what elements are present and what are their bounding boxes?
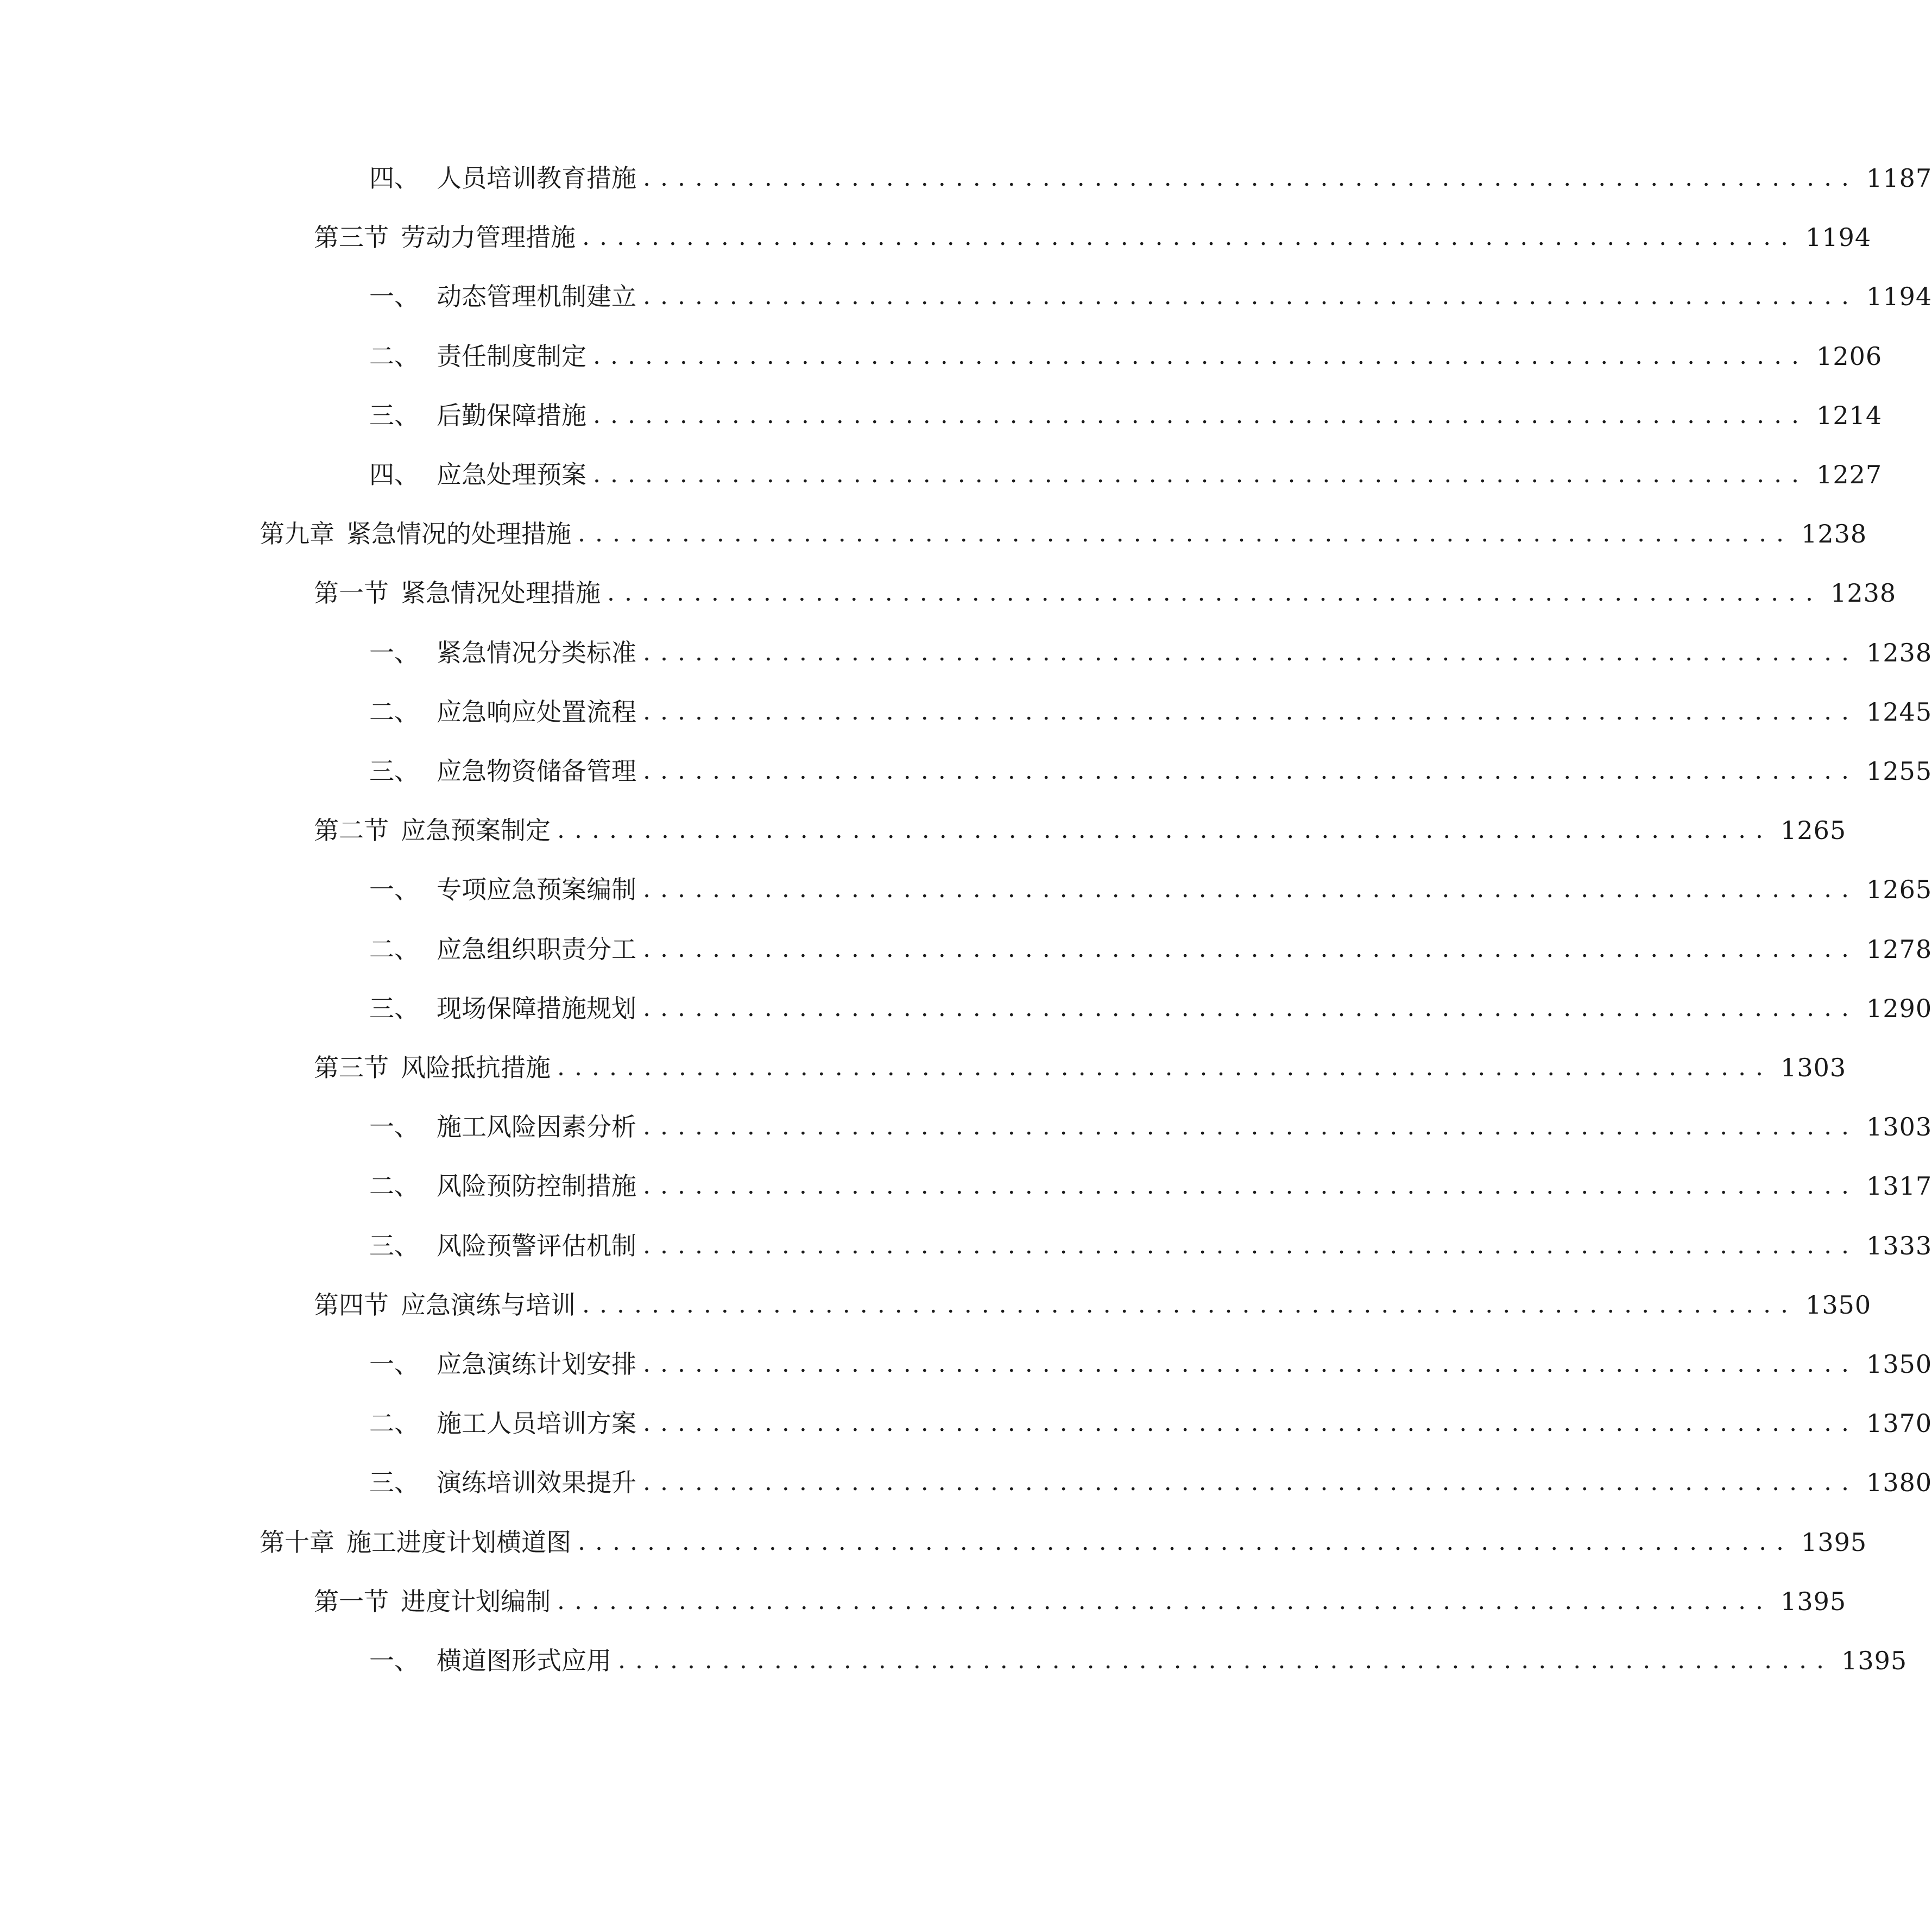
toc-page-number: 1350 [1805, 1290, 1872, 1320]
toc-entry[interactable] [0, 1402, 1932, 1445]
toc-entry-number: 二、 [369, 1409, 419, 1438]
toc-entry-number: 三、 [369, 756, 419, 786]
toc-dot-leader: ...................................................................... [643, 994, 1859, 1022]
toc-label [314, 1283, 576, 1327]
toc-entry[interactable] [0, 987, 1932, 1030]
toc-entry[interactable] [0, 1342, 1932, 1386]
toc-entry[interactable] [0, 1164, 1932, 1208]
toc-entry[interactable] [0, 809, 1847, 852]
toc-entry[interactable] [0, 1105, 1932, 1149]
toc-label [369, 987, 636, 1030]
toc-entry-title: 紧急情况的处理措施 [346, 519, 571, 548]
toc-entry-number: 二、 [369, 1171, 419, 1201]
toc-dot-leader: ...................................................................... [557, 1587, 1773, 1615]
toc-page-number: 1303 [1781, 1053, 1847, 1082]
toc-page-number: 1395 [1801, 1528, 1867, 1557]
toc-label [369, 1105, 636, 1149]
toc-entry-title: 动态管理机制建立 [437, 282, 636, 311]
toc-entry[interactable] [0, 1639, 1908, 1682]
toc-label [369, 275, 636, 318]
toc-entry-number: 一、 [369, 282, 419, 311]
toc-dot-leader: ...................................................................... [582, 1291, 1798, 1319]
toc-page-number: 1278 [1866, 935, 1932, 964]
toc-entry-title: 应急处理预案 [437, 460, 586, 489]
toc-page-number: 1350 [1866, 1349, 1932, 1379]
toc-entry[interactable] [0, 216, 1872, 259]
toc-page-number: 1303 [1866, 1112, 1932, 1141]
toc-entry[interactable] [0, 749, 1932, 793]
toc-entry-title: 进度计划编制 [401, 1587, 551, 1616]
toc-label [369, 631, 636, 674]
toc-entry[interactable] [0, 453, 1883, 496]
toc-entry-number: 四、 [369, 163, 419, 193]
toc-entry[interactable] [0, 928, 1932, 971]
toc-page-number: 1333 [1866, 1231, 1932, 1260]
toc-entry[interactable] [0, 1046, 1847, 1089]
toc-entry-number: 第四节 [314, 1290, 389, 1320]
toc-entry[interactable] [0, 1521, 1867, 1564]
toc-dot-leader: ...................................................................... [578, 1528, 1794, 1556]
toc-entry[interactable] [0, 1283, 1872, 1327]
toc-page-number: 1370 [1866, 1409, 1932, 1438]
toc-page-number: 1238 [1801, 519, 1867, 548]
toc-entry-title: 风险预警评估机制 [437, 1231, 636, 1260]
toc-entry-number: 三、 [369, 1231, 419, 1260]
toc-entry-number: 二、 [369, 697, 419, 727]
toc-entry-title: 责任制度制定 [437, 342, 586, 371]
toc-dot-leader: ...................................................................... [643, 1232, 1859, 1259]
toc-page-number: 1214 [1816, 401, 1883, 430]
toc-label [314, 1046, 551, 1089]
toc-dot-leader: ...................................................................... [618, 1647, 1834, 1674]
toc-page-number: 1395 [1781, 1587, 1847, 1616]
toc-entry-title: 后勤保障措施 [437, 401, 586, 430]
toc-entry-number: 三、 [369, 994, 419, 1023]
toc-label [369, 1402, 636, 1445]
toc-entry[interactable] [0, 275, 1932, 318]
toc-label [369, 156, 636, 200]
toc-entry-number: 一、 [369, 1349, 419, 1379]
toc-entry-title: 横道图形式应用 [437, 1646, 611, 1675]
toc-page-number: 1255 [1866, 756, 1932, 786]
toc-entry-number: 第十章 [260, 1528, 334, 1557]
toc-label [369, 335, 586, 378]
toc-label [369, 453, 586, 496]
toc-entry-number: 二、 [369, 342, 419, 371]
toc-label [314, 216, 576, 259]
toc-dot-leader: ...................................................................... [643, 875, 1859, 903]
toc-label [260, 1521, 571, 1564]
toc-dot-leader: ...................................................................... [593, 342, 1809, 370]
toc-entry-title: 应急响应处置流程 [437, 697, 636, 727]
toc-entry-title: 紧急情况分类标准 [437, 638, 636, 667]
toc-dot-leader: ...................................................................... [593, 401, 1809, 429]
toc-entry-title: 施工风险因素分析 [437, 1112, 636, 1141]
toc-entry-title: 专项应急预案编制 [437, 875, 636, 904]
toc-entry-number: 三、 [369, 1468, 419, 1497]
toc-entry-title: 人员培训教育措施 [437, 163, 636, 193]
toc-dot-leader: ...................................................................... [643, 698, 1859, 726]
toc-page-number: 1238 [1830, 578, 1897, 608]
toc-entry[interactable] [0, 571, 1897, 615]
toc-entry[interactable] [0, 1224, 1932, 1267]
toc-entry-title: 应急组织职责分工 [437, 935, 636, 964]
toc-entry[interactable] [0, 1461, 1932, 1504]
toc-entry-number: 一、 [369, 875, 419, 904]
toc-dot-leader: ...................................................................... [643, 935, 1859, 963]
toc-dot-leader: ...................................................................... [578, 520, 1794, 547]
toc-dot-leader: ...................................................................... [643, 1172, 1859, 1200]
toc-entry-title: 现场保障措施规划 [437, 994, 636, 1023]
toc-dot-leader: ...................................................................... [607, 579, 1823, 607]
toc-entry[interactable] [0, 631, 1932, 674]
toc-page-number: 1317 [1866, 1171, 1932, 1201]
toc-dot-leader: ...................................................................... [643, 1409, 1859, 1437]
toc-label [369, 1639, 611, 1682]
toc-entry-title: 应急演练计划安排 [437, 1349, 636, 1379]
toc-entry-number: 第三节 [314, 223, 389, 252]
toc-entry[interactable] [0, 1580, 1847, 1623]
toc-label [369, 868, 636, 911]
toc-label [369, 1342, 636, 1386]
toc-dot-leader: ...................................................................... [557, 816, 1773, 844]
toc-page-number: 1194 [1866, 282, 1932, 311]
toc-page-number: 1238 [1866, 638, 1932, 667]
toc-entry-number: 一、 [369, 1112, 419, 1141]
toc-entry[interactable] [0, 690, 1932, 734]
toc-dot-leader: ...................................................................... [643, 282, 1859, 310]
toc-label [369, 690, 636, 734]
toc-page-number: 1245 [1866, 697, 1932, 727]
toc-entry-number: 一、 [369, 1646, 419, 1675]
toc-dot-leader: ...................................................................... [557, 1054, 1773, 1081]
toc-page-number: 1265 [1866, 875, 1932, 904]
toc-entry[interactable] [0, 512, 1867, 556]
toc-page-number: 1290 [1866, 994, 1932, 1023]
toc-entry-title: 演练培训效果提升 [437, 1468, 636, 1497]
toc-label [314, 809, 551, 852]
toc-entry-title: 施工进度计划横道图 [346, 1528, 571, 1557]
toc-dot-leader: ...................................................................... [643, 757, 1859, 785]
toc-label [369, 1164, 636, 1208]
toc-entry-number: 一、 [369, 638, 419, 667]
toc-page-number: 1194 [1805, 223, 1872, 252]
toc-label [369, 928, 636, 971]
toc-entry-title: 施工人员培训方案 [437, 1409, 636, 1438]
toc-entry-number: 第一节 [314, 1587, 389, 1616]
toc-entry-title: 应急演练与培训 [401, 1290, 576, 1320]
toc-entry-title: 风险预防控制措施 [437, 1171, 636, 1201]
toc-entry-title: 风险抵抗措施 [401, 1053, 551, 1082]
toc-label [369, 1461, 636, 1504]
toc-page-number: 1187 [1866, 163, 1932, 193]
toc-label [314, 571, 601, 615]
toc-entry[interactable] [0, 868, 1932, 911]
toc-label [260, 512, 571, 556]
toc-dot-leader: ...................................................................... [643, 1468, 1859, 1496]
toc-label [314, 1580, 551, 1623]
toc-entry-number: 第三节 [314, 1053, 389, 1082]
toc-dot-leader: ...................................................................... [643, 1350, 1859, 1378]
toc-entry-title: 紧急情况处理措施 [401, 578, 601, 608]
toc-page-number: 1206 [1816, 342, 1883, 371]
toc-dot-leader: ...................................................................... [582, 223, 1798, 251]
toc-entry-title: 应急物资储备管理 [437, 756, 636, 786]
toc-label [369, 749, 636, 793]
toc-label [369, 394, 586, 437]
toc-entry-number: 第一节 [314, 578, 389, 608]
toc-entry[interactable] [0, 156, 1932, 200]
toc-dot-leader: ...................................................................... [643, 164, 1859, 192]
toc-entry-title: 劳动力管理措施 [401, 223, 576, 252]
toc-label [369, 1224, 636, 1267]
toc-page-number: 1380 [1866, 1468, 1932, 1497]
toc-page-number: 1265 [1781, 816, 1847, 845]
toc-entry[interactable] [0, 335, 1883, 378]
toc-dot-leader: ...................................................................... [643, 639, 1859, 666]
toc-page-number: 1395 [1841, 1646, 1908, 1675]
toc-dot-leader: ...................................................................... [593, 461, 1809, 488]
toc-page-number: 1227 [1816, 460, 1883, 489]
toc-entry[interactable] [0, 394, 1883, 437]
toc-entry-number: 第九章 [260, 519, 334, 548]
toc-dot-leader: ...................................................................... [643, 1113, 1859, 1140]
toc-entry-number: 二、 [369, 935, 419, 964]
toc-entry-title: 应急预案制定 [401, 816, 551, 845]
toc-entry-number: 三、 [369, 401, 419, 430]
toc-entry-number: 第二节 [314, 816, 389, 845]
toc-entry-number: 四、 [369, 460, 419, 489]
